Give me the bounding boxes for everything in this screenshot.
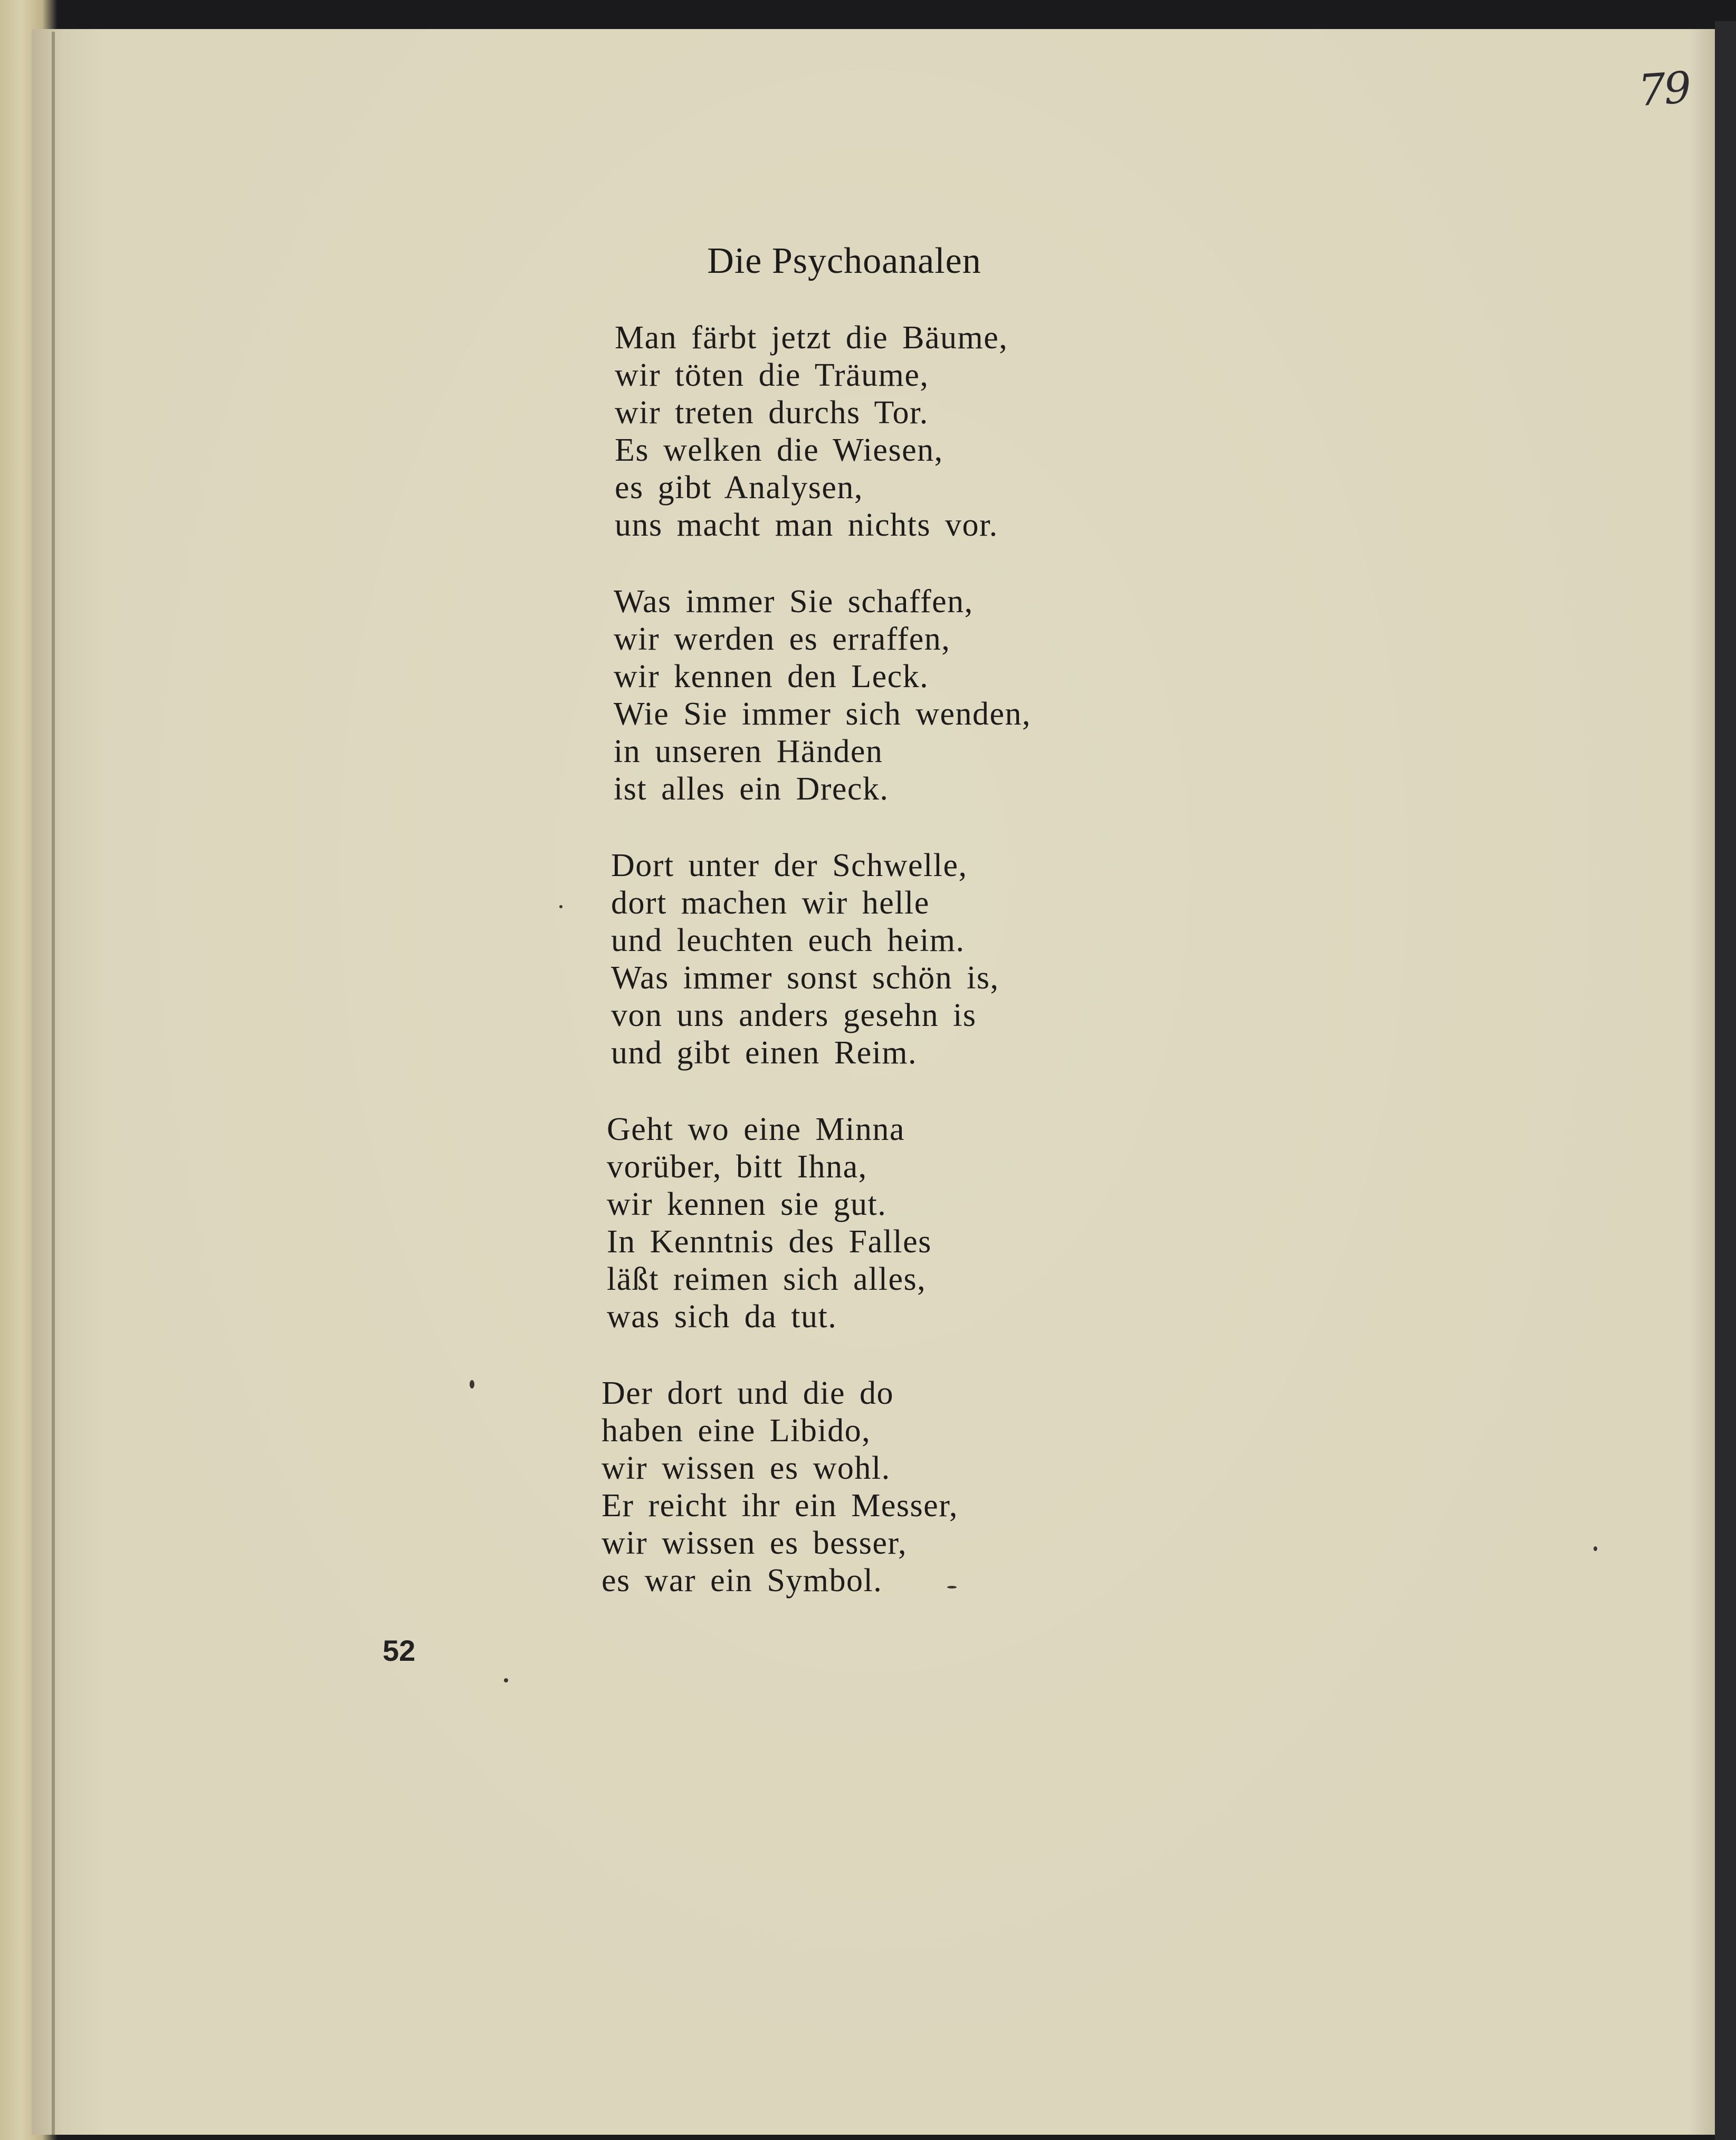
- poem-line: läßt reimen sich alles,: [607, 1261, 927, 1297]
- poem-line: wir kennen sie gut.: [607, 1186, 887, 1222]
- poem-line: Es welken die Wiesen,: [615, 432, 943, 468]
- poem-title: Die Psychoanalen: [707, 241, 981, 281]
- poem-line: es gibt Analysen,: [615, 470, 863, 506]
- page-number: 52: [383, 1634, 416, 1667]
- poem-line: wir treten durchs Tor.: [615, 395, 929, 431]
- poem-line: Er reicht ihr ein Messer,: [602, 1488, 958, 1524]
- poem-line: dort machen wir helle: [611, 885, 930, 921]
- poem-line: wir werden es erraffen,: [614, 621, 951, 657]
- poem-line: wir töten die Träume,: [615, 357, 929, 393]
- poem-line: es war ein Symbol.: [602, 1563, 883, 1599]
- poem-line: Dort unter der Schwelle,: [611, 848, 968, 883]
- poem-line: Geht wo eine Minna: [607, 1111, 905, 1147]
- poem-line: uns macht man nichts vor.: [615, 507, 998, 543]
- book-cover-edge: [1715, 21, 1736, 2140]
- poem-line: vorüber, bitt Ihna,: [607, 1149, 867, 1185]
- paper-speck: [470, 1380, 474, 1388]
- stanza-2: [614, 583, 1031, 808]
- gutter-shadow: [52, 32, 55, 2137]
- stanza-3: [611, 847, 999, 1072]
- paper-speck: [947, 1586, 957, 1589]
- poem-line: und leuchten euch heim.: [611, 922, 965, 958]
- poem-line: Was immer Sie schaffen,: [614, 584, 974, 620]
- poem-line: haben eine Libido,: [602, 1413, 871, 1449]
- poem-line: und gibt einen Reim.: [611, 1035, 918, 1071]
- poem-line: Wie Sie immer sich wenden,: [614, 696, 1032, 732]
- poem-line: in unseren Händen: [614, 734, 883, 769]
- poem-line: Der dort und die do: [602, 1375, 894, 1411]
- stanza-5: [602, 1375, 958, 1600]
- stanza-4: [607, 1111, 932, 1336]
- stanza-1: [615, 319, 1008, 544]
- poem-line: wir kennen den Leck.: [614, 659, 929, 695]
- poem-line: von uns anders gesehn is: [611, 997, 977, 1033]
- poem-line: wir wissen es wohl.: [602, 1450, 891, 1486]
- paper-speck: [1594, 1546, 1597, 1551]
- handwritten-folio-number: 79: [1636, 62, 1691, 117]
- poem-line: Was immer sonst schön is,: [611, 960, 999, 996]
- paper-speck: [559, 905, 562, 908]
- poem-line: wir wissen es besser,: [602, 1525, 908, 1561]
- paper-speck: [504, 1678, 508, 1682]
- poem-line: ist alles ein Dreck.: [614, 771, 889, 807]
- poem-line: In Kenntnis des Falles: [607, 1224, 932, 1260]
- poem-line: was sich da tut.: [607, 1299, 837, 1335]
- poem-line: Man färbt jetzt die Bäume,: [615, 320, 1008, 356]
